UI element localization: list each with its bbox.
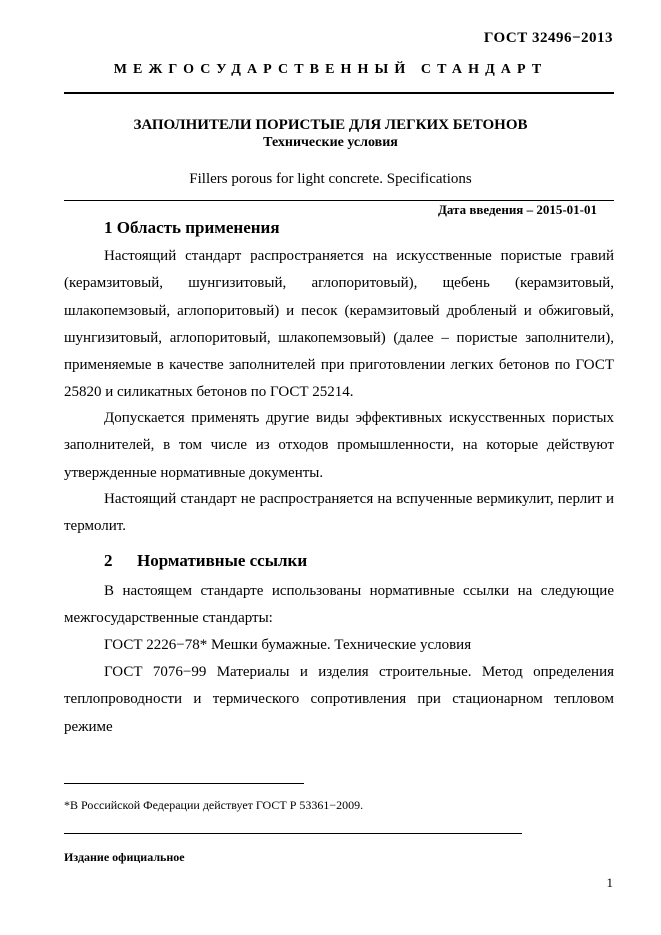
section-1-paragraph: Настоящий стандарт распространяется на искусственные пористые гравий (керамзитовый, шунгизитовый, аглопоритовый), щебень (керамзитовый, шлакопемзовый, аглопоритовый) и песок (керамзитовый дробленый и обжиговый, шунгизитовый, аглопоритовый, шлакопемзовый) (далее – пористые заполнители), применяемые в качестве заполнителей при приготовлении легких бетонов по ГОСТ 25820 и силикатных бетонов по ГОСТ 25214. [64, 248, 614, 401]
section-1-paragraph: Допускается применять другие виды эффективных искусственных пористых заполнителей, в том числе из отходов промышленности, на которые действуют утвержденные нормативные документы. [64, 410, 614, 481]
interstate-standard-label: МЕЖГОСУДАРСТВЕННЫЙ СТАНДАРТ [113, 62, 548, 77]
header-divider [64, 92, 614, 94]
section-2-number: 2 [104, 551, 113, 570]
section-2-heading [104, 551, 307, 571]
edition-divider [64, 833, 522, 834]
reference-item: ГОСТ 2226−78* Мешки бумажные. Технические условия [104, 637, 472, 653]
edition-label: Издание официальное [64, 850, 185, 864]
section-1-heading: 1 Область применения [104, 218, 280, 237]
document-title: ЗАПОЛНИТЕЛИ ПОРИСТЫЕ ДЛЯ ЛЕГКИХ БЕТОНОВ [133, 117, 528, 133]
page-number: 1 [606, 875, 613, 890]
title-divider [64, 200, 614, 201]
footnote: *В Российской Федерации действует ГОСТ Р 53361−2009. [64, 798, 364, 812]
document-subtitle: Технические условия [263, 135, 398, 150]
english-title: Fillers porous for light concrete. Specifications [189, 171, 472, 187]
effective-date: Дата введения – 2015-01-01 [437, 202, 597, 217]
footnote-divider [64, 783, 304, 784]
section-1-paragraph: Настоящий стандарт не распространяется на вспученные вермикулит, перлит и термолит. [64, 491, 614, 535]
standard-code: ГОСТ 32496−2013 [483, 30, 613, 46]
section-2-title: Нормативные ссылки [137, 551, 308, 570]
reference-item: ГОСТ 7076−99 Материалы и изделия строительные. Метод определения теплопроводности и термического сопротивления при стационарном тепловом режиме [64, 664, 614, 735]
section-2-paragraph: В настоящем стандарте использованы нормативные ссылки на следующие межгосударственные стандарты: [64, 583, 614, 627]
